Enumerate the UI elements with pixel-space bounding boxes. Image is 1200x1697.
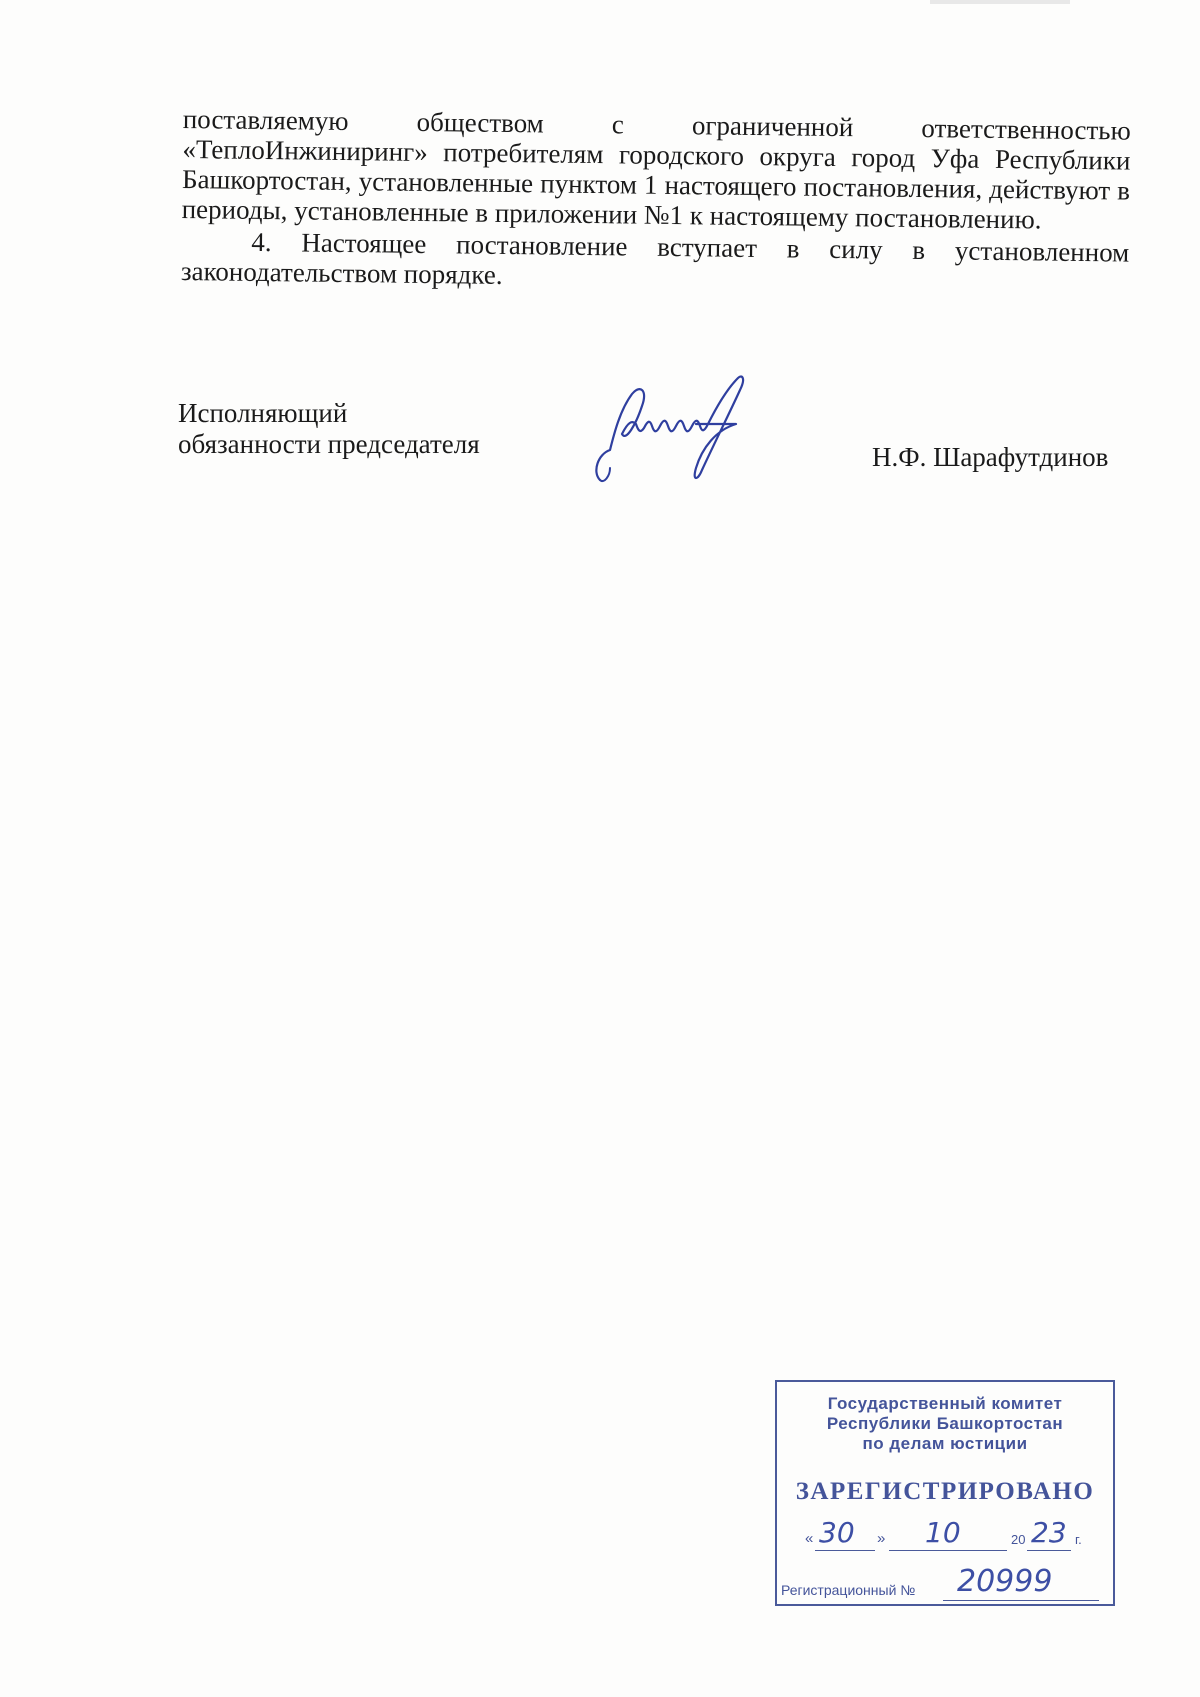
regno-underline — [943, 1600, 1099, 1601]
document-body — [181, 104, 1131, 298]
paragraph-continued: поставляемую обществом с ограниченной ответственностью «ТеплоИнжиниринг» потребителям городского округа город Уфа Республики Башкортостан, установленные пунктом 1 настоящего постановления, действуют в периоды, установленные в приложении №1 к настоящему постановлению. — [181, 104, 1131, 235]
stamp-line-3: по делам юстиции — [862, 1434, 1028, 1453]
date-quote-open: « — [805, 1530, 814, 1547]
date-year-unit: г. — [1075, 1532, 1082, 1547]
stamp-line-1: Государственный комитет — [827, 1394, 1063, 1413]
date-year-suffix: 23 — [1031, 1516, 1067, 1549]
paragraph-4: 4. Настоящее постановление вступает в силу в установленном законодательством порядке. — [180, 226, 1130, 290]
date-day: 30 — [819, 1516, 855, 1549]
date-year-underline — [1027, 1550, 1071, 1551]
signatory-position — [178, 398, 480, 460]
stamp-line-2: Республики Башкортостан — [826, 1414, 1064, 1433]
date-year-prefix: 20 — [1011, 1532, 1026, 1547]
registration-stamp — [775, 1380, 1115, 1606]
date-month-underline — [889, 1550, 1007, 1551]
signatory-name: Н.Ф. Шарафутдинов — [872, 442, 1109, 472]
position-line-2: обязанности председателя — [178, 429, 480, 459]
position-line-1: Исполняющий — [178, 398, 348, 428]
date-day-underline — [815, 1550, 875, 1551]
stamp-registration-number — [781, 1564, 1111, 1600]
regno-label: Регистрационный № — [781, 1582, 916, 1598]
scan-artifact — [930, 0, 1070, 4]
date-month: 10 — [925, 1516, 961, 1549]
stamp-header — [777, 1394, 1113, 1454]
handwritten-signature — [592, 372, 772, 492]
regno-value: 20999 — [957, 1564, 1053, 1599]
stamp-date — [805, 1516, 1095, 1552]
stamp-registered-label: ЗАРЕГИСТРИРОВАНО — [795, 1478, 1095, 1505]
date-quote-close: » — [877, 1530, 886, 1547]
